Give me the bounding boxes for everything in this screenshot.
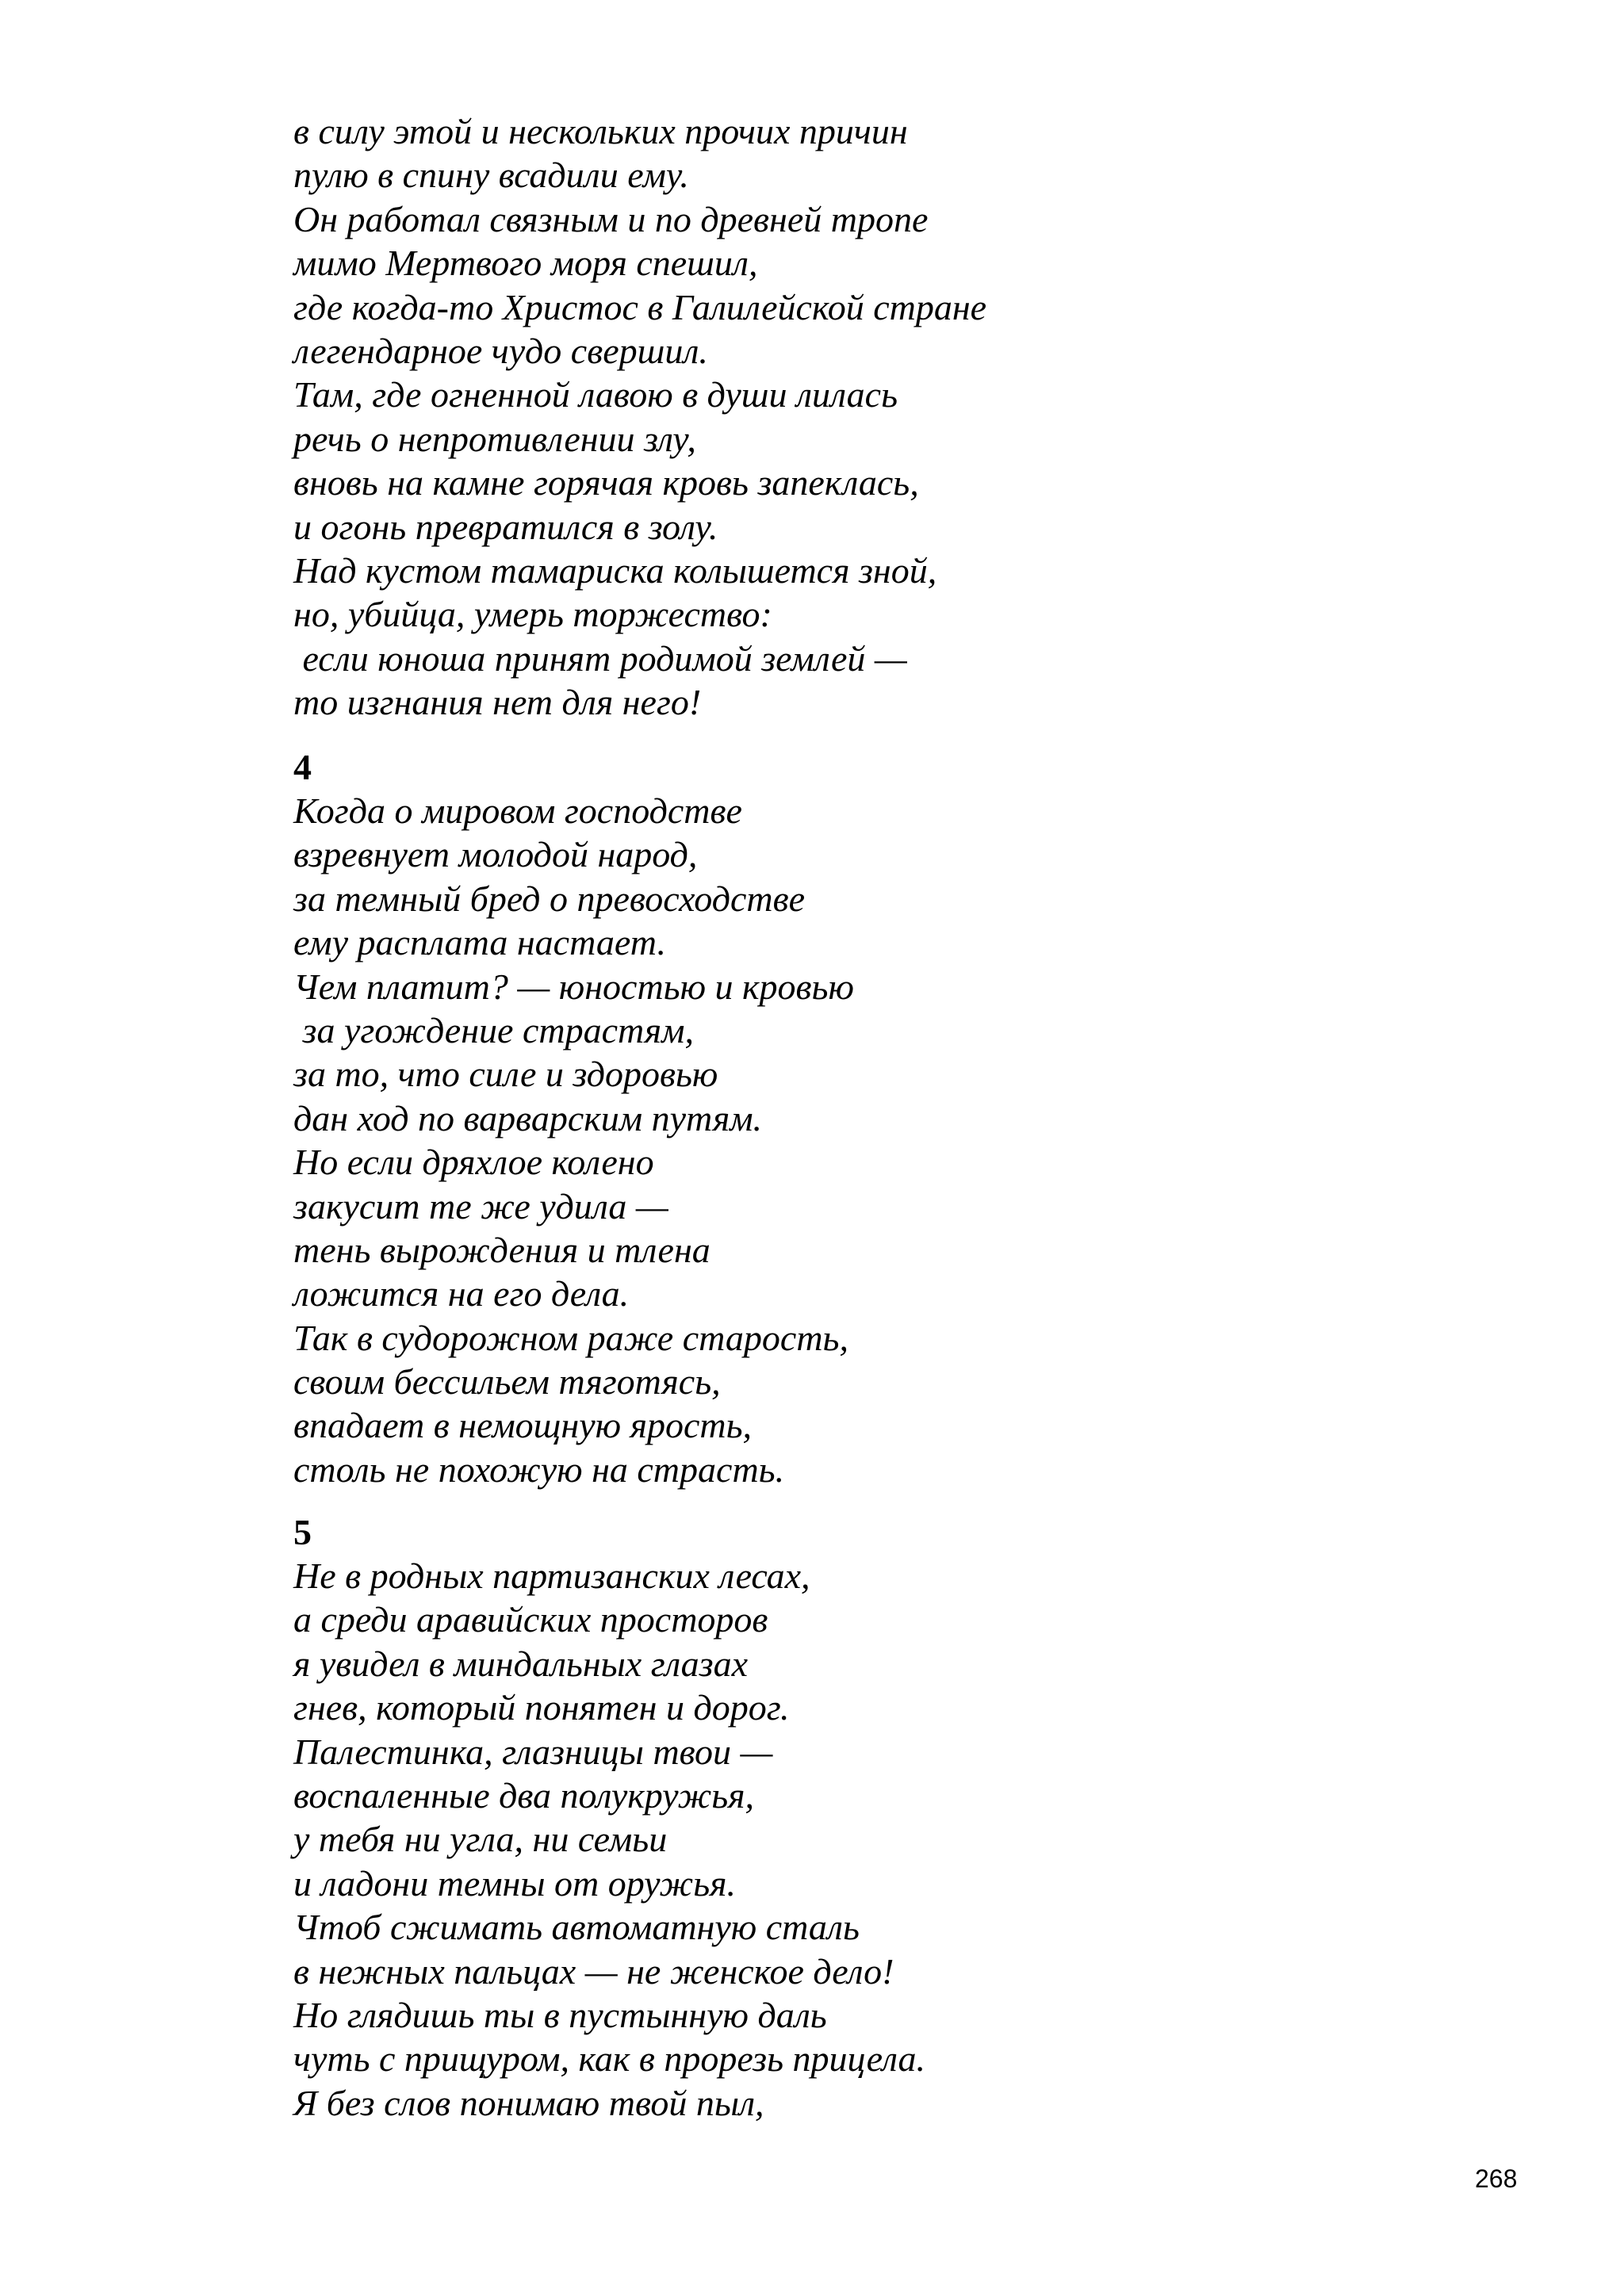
verse-line: Чем платит? — юностью и кровью <box>293 966 854 1007</box>
verse-line: Но если дряхлое колено <box>293 1142 654 1183</box>
verse-line: Не в родных партизанских лесах, <box>293 1556 810 1596</box>
verse-line: дан ход по варварским путям. <box>293 1097 763 1138</box>
verse-line: у тебя ни угла, ни семьи <box>293 1819 668 1860</box>
verse-line: Но глядишь ты в пустынную даль <box>293 1994 827 2035</box>
verse-line: чуть с прищуром, как в прорезь прицела. <box>293 2038 926 2080</box>
poem-section-5 <box>293 1510 1483 2125</box>
verse-line: Так в судорожном раже старость, <box>293 1317 848 1358</box>
verse-line: тень вырождения и тлена <box>293 1229 710 1270</box>
verse-line: впадает в немощную ярость, <box>293 1405 753 1446</box>
verse-line: Над кустом тамариска колышется зной, <box>293 549 937 591</box>
verse-line: я увидел в миндальных глазах <box>293 1643 749 1684</box>
verse-line: если юноша принят родимой землей — <box>293 637 907 679</box>
verse-line: и ладони темны от оружья. <box>293 1862 737 1904</box>
verse-line: и огонь превратился в золу. <box>293 506 718 547</box>
verse-line: пулю в спину всадили ему. <box>293 155 689 196</box>
verse-line: ему расплата настает. <box>293 922 666 963</box>
verse-line: Я без слов понимаю твой пыл, <box>293 2082 764 2123</box>
verse-line: мимо Мертвого моря спешил, <box>293 243 758 284</box>
verse-line: гнев, который понятен и дорог. <box>293 1687 790 1728</box>
verse-line: где когда-то Христос в Галилейской стране <box>293 286 987 327</box>
verse-line: за темный бред о превосходстве <box>293 878 805 919</box>
verse-line: вновь на камне горячая кровь запеклась, <box>293 462 919 503</box>
verse-line: но, убийца, умерь торжество: <box>293 594 772 635</box>
verse-line: за то, что силе и здоровью <box>293 1054 718 1095</box>
verse-line: а среди аравийских просторов <box>293 1599 768 1640</box>
verse-line: Палестинка, глазницы твои — <box>293 1731 773 1772</box>
verse-line: легендарное чудо свершил. <box>293 330 708 371</box>
section-number: 4 <box>293 747 312 787</box>
page-number: 268 <box>1475 2164 1518 2193</box>
poem-section-4 <box>293 745 1483 1491</box>
verse-line: за угождение страстям, <box>293 1009 695 1050</box>
verse-line: в силу этой и нескольких прочих причин <box>293 111 908 151</box>
poem-continuation <box>293 109 1483 724</box>
verse-line: то изгнания нет для него! <box>293 682 702 723</box>
verse-line: Там, где огненной лавою в души лилась <box>293 374 898 415</box>
verse-line: Чтоб сжимать автоматную сталь <box>293 1907 860 1948</box>
verse-line: в нежных пальцах — не женское дело! <box>293 1950 894 1992</box>
verse-line: Когда о мировом господстве <box>293 790 742 831</box>
verse-line: речь о непротивлении злу, <box>293 418 696 459</box>
verse-line: взревнует молодой народ, <box>293 834 698 875</box>
verse-line: закусит те же удила — <box>293 1185 668 1226</box>
section-number: 5 <box>293 1512 312 1552</box>
verse-line: столь не похожую на страсть. <box>293 1448 785 1490</box>
verse-line: своим бессильем тяготясь, <box>293 1361 721 1402</box>
verse-line: Он работал связным и по древней тропе <box>293 198 929 239</box>
verse-line: ложится на его дела. <box>293 1273 630 1314</box>
verse-line: воспаленные два полукружья, <box>293 1774 755 1816</box>
